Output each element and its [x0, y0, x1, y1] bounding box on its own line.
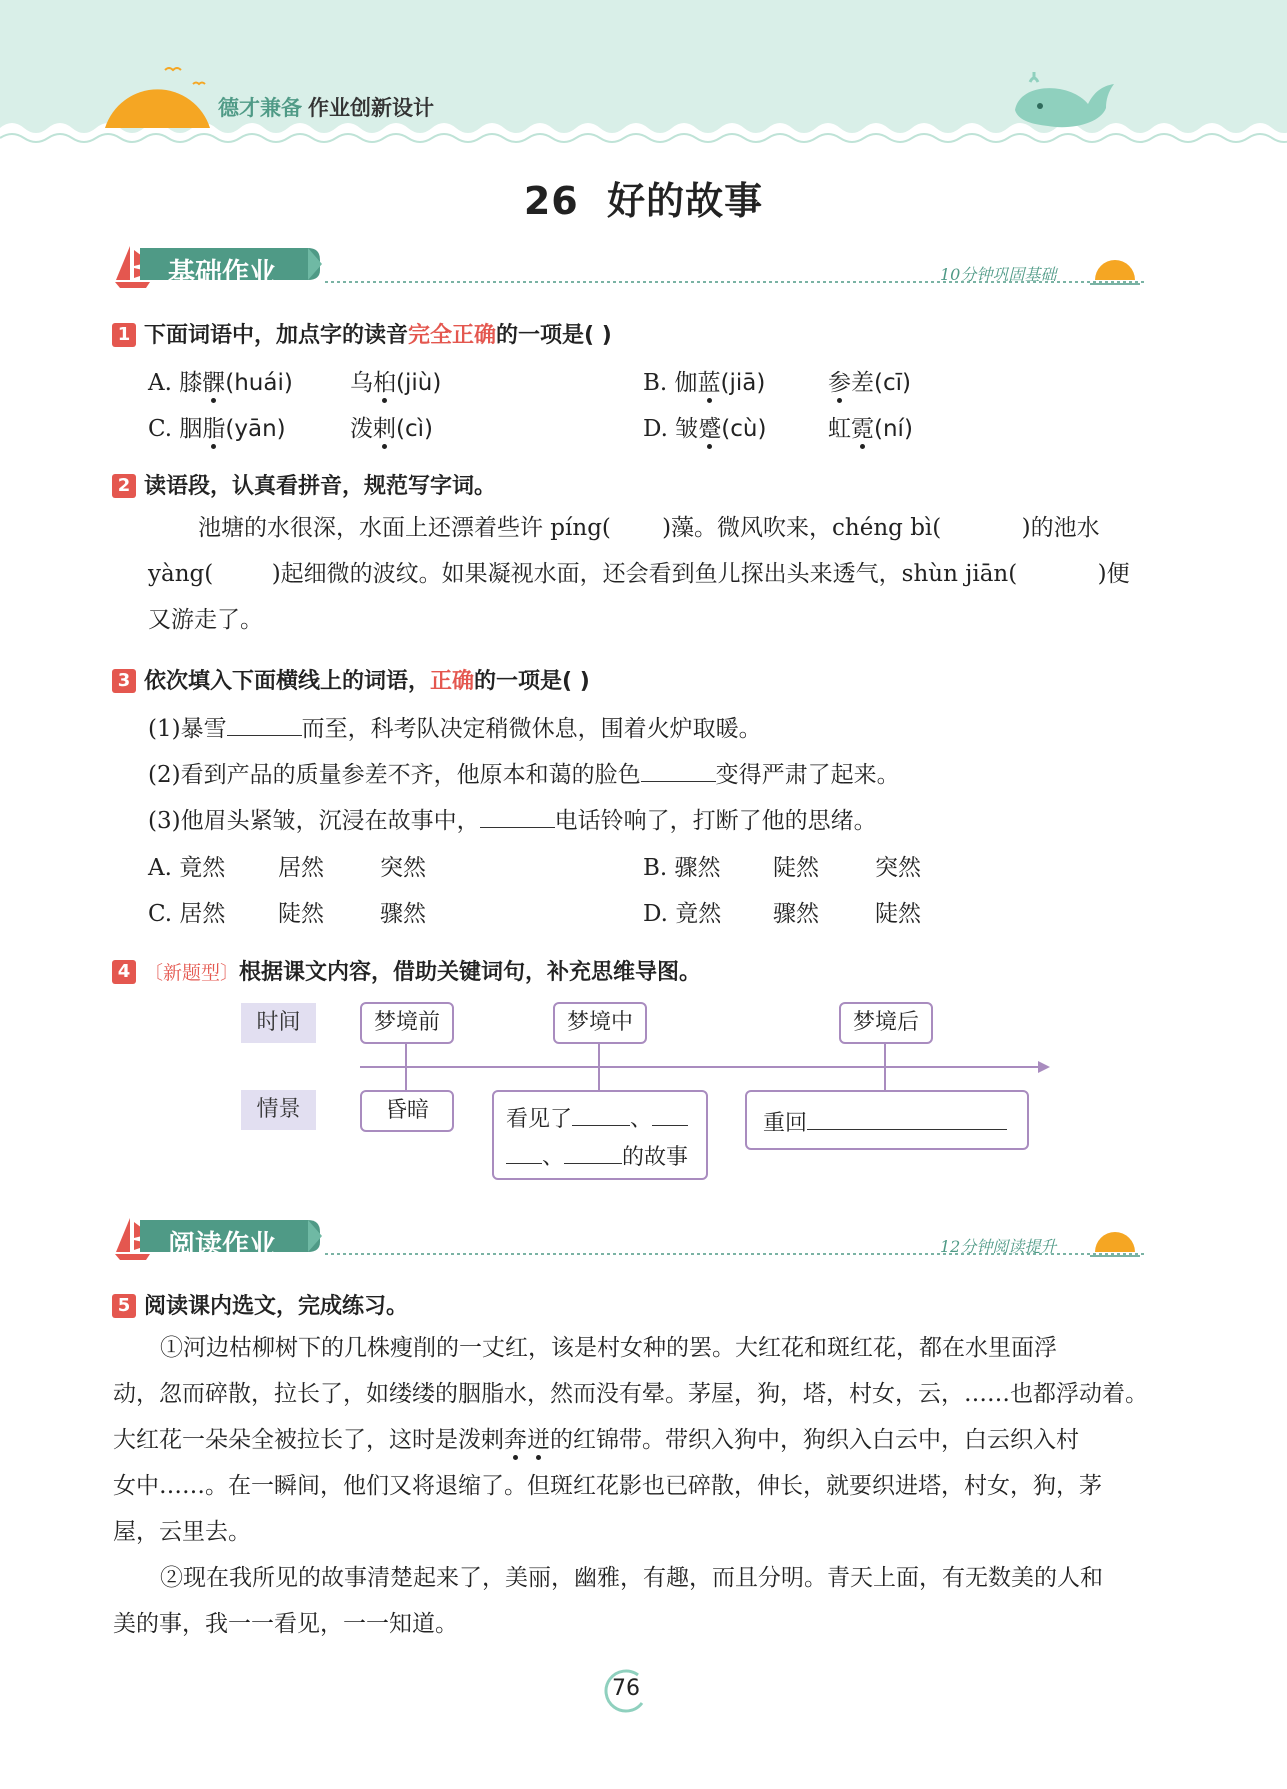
- section2-label: 阅读作业: [168, 1230, 276, 1261]
- q3-option-c-w3: 骤然: [380, 901, 426, 927]
- q5-number: 5: [112, 1294, 136, 1318]
- section1-label: 基础作业: [168, 258, 276, 289]
- q5-passage-line6: ②现在我所见的故事清楚起来了，美丽，幽雅，有趣，而且分明。青天上面，有无数美的人和: [160, 1565, 1103, 1591]
- q3-sentence-3: (3)他眉头紧皱，沉浸在故事中， 电话铃响了，打断了他的思绪。: [148, 808, 877, 834]
- q4-number: 4: [112, 960, 136, 984]
- q1-option-d[interactable]: D. 皱蹙(cù): [643, 416, 767, 442]
- q2-para-line1: 池塘的水很深，水面上还漂着些许 píng( )藻。微风吹来，chéng bì( )的池水: [198, 515, 1100, 541]
- brand-green: 德才兼备: [218, 96, 302, 120]
- q3-option-d-w2: 骤然: [773, 901, 819, 927]
- q2-para-line2: yàng( )起细微的波纹。如果凝视水面，还会看到鱼儿探出头来透气，shùn jiān( )便: [148, 561, 1130, 587]
- page-number: 76: [612, 1676, 640, 1701]
- q3-option-b-w3: 突然: [875, 855, 921, 881]
- lesson-title: 26 好的故事: [523, 179, 764, 223]
- q3-highlight: 正确: [430, 669, 475, 694]
- mindmap-time-during: 梦境中: [553, 1002, 647, 1044]
- q1-option-a-word2: 乌桕(jiù): [350, 370, 442, 396]
- q3-number: 3: [112, 669, 136, 693]
- q3-option-c-w2: 陡然: [278, 901, 324, 927]
- q3-option-a-w2: 居然: [278, 855, 324, 881]
- mindmap-row-scene: 情景: [241, 1090, 316, 1130]
- q3-text: 依次填入下面横线上的词语，: [144, 669, 431, 694]
- q5-text: 阅读课内选文，完成练习。: [144, 1294, 409, 1319]
- q5-passage-line5: 屋，云里去。: [113, 1519, 251, 1545]
- q3-option-b[interactable]: B. 骤然: [643, 855, 721, 881]
- q5-passage-line1: ①河边枯柳树下的几株瘦削的一丈红，该是村女种的罢。大红花和斑红花，都在水里面浮: [160, 1335, 1057, 1361]
- q3-sentence-1: (1)暴雪 而至，科考队决定稍微休息，围着火炉取暖。: [148, 716, 762, 742]
- q3-option-d[interactable]: D. 竟然: [643, 901, 722, 927]
- q3-option-b-w2: 陡然: [773, 855, 819, 881]
- section1-time: 10分钟巩固基础: [940, 265, 1057, 284]
- mindmap-time-before: 梦境前: [360, 1002, 454, 1044]
- q5-passage-line7: 美的事，我一一看见，一一知道。: [113, 1611, 458, 1637]
- q2-number: 2: [112, 474, 136, 498]
- q3-bracket: 的一项是( ): [474, 669, 590, 694]
- q1-number: 1: [112, 323, 136, 347]
- q1-option-b-word2: 参差(cī): [828, 370, 911, 396]
- q2-text: 读语段，认真看拼音，规范写字词。: [144, 474, 497, 499]
- mindmap-scene-after[interactable]: 重回: [745, 1090, 1029, 1150]
- q1-option-b[interactable]: B. 伽蓝(jiā): [643, 370, 766, 396]
- mindmap-scene-during[interactable]: 看见了 、 、 的故事: [492, 1090, 708, 1180]
- q1-option-d-word2: 虹霓(ní): [828, 416, 913, 442]
- q1-option-c-word2: 泼剌(cì): [350, 416, 433, 442]
- brand-dark: 作业创新设计: [308, 96, 434, 120]
- q5-passage-line2: 动，忽而碎散，拉长了，如缕缕的胭脂水，然而没有晕。茅屋，狗，塔，村女，云，……也都浮动着。: [113, 1381, 1148, 1407]
- q3-option-a-w3: 突然: [380, 855, 426, 881]
- q2-para-line3: 又游走了。: [148, 607, 263, 633]
- q4-text: 根据课文内容，借助关键词句，补充思维导图。: [239, 960, 702, 985]
- q3-option-a[interactable]: A. 竟然: [148, 855, 226, 881]
- q1-text: 下面词语中，加点字的读音: [144, 323, 409, 348]
- section2-time: 12分钟阅读提升: [940, 1237, 1057, 1256]
- q3-sentence-2: (2)看到产品的质量参差不齐，他原本和蔼的脸色 变得严肃了起来。: [148, 762, 900, 788]
- mindmap-time-after: 梦境后: [839, 1002, 933, 1044]
- q5-stem: [112, 1289, 408, 1320]
- mindmap-row-time: 时间: [241, 1003, 316, 1043]
- q5-passage-line4: 女中……。在一瞬间，他们又将退缩了。但斑红花影也已碎散，伸长，就要织进塔，村女，狗，茅: [113, 1473, 1102, 1499]
- q3-option-c[interactable]: C. 居然: [148, 901, 226, 927]
- q5-passage-line3: 大红花一朵朵全被拉长了，这时是泼剌奔迸的红锦带。带织入狗中，狗织入白云中，白云织入村: [113, 1427, 1079, 1453]
- q1-option-a[interactable]: A. 膝髁(huái): [148, 370, 293, 396]
- mindmap-scene-before: 昏暗: [360, 1090, 454, 1132]
- q1-option-c[interactable]: C. 胭脂(yān): [148, 416, 286, 442]
- q3-option-d-w3: 陡然: [875, 901, 921, 927]
- q1-bracket: 的一项是( ): [496, 323, 612, 348]
- q1-highlight: 完全正确: [408, 323, 497, 348]
- q4-tag: 〔新题型〕: [144, 962, 240, 984]
